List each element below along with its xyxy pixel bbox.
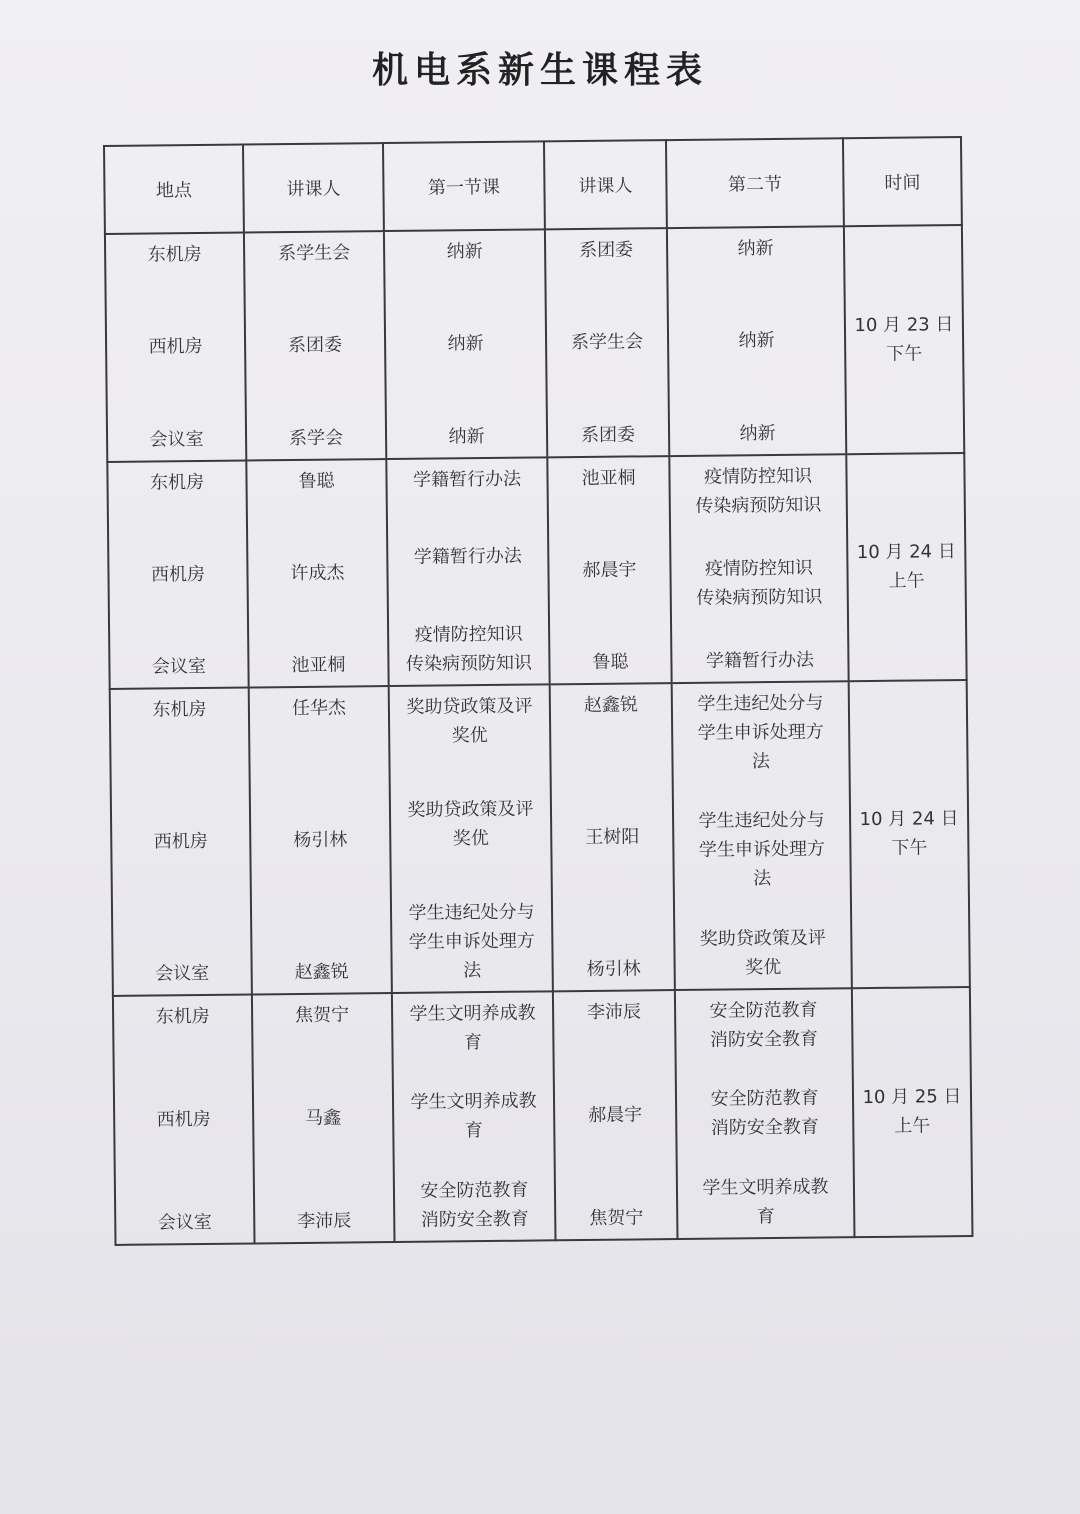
cell-stack [251, 238, 379, 453]
course2-entry: 奖助贷政策及评 奖优 [699, 927, 826, 979]
lecturer2-entry: 郝晨宇 [588, 1104, 643, 1126]
course1-entry: 疫情防控知识 传染病预防知识 [405, 623, 533, 675]
schedule-block-row [105, 225, 964, 462]
cell-stack [256, 693, 385, 987]
course1-entry: 纳新 [446, 241, 483, 263]
course2-entry: 学生文明养成教 育 [702, 1176, 829, 1228]
lecturer1-entry: 李沛辰 [297, 1210, 352, 1232]
lecturer1-entry: 系学生会 [278, 242, 351, 265]
course1-entry: 纳新 [448, 425, 485, 448]
course2-entry: 安全防范教育 消防安全教育 [710, 1087, 819, 1140]
cell-stack [393, 464, 542, 678]
time-cell [844, 225, 964, 454]
location-cell [110, 687, 252, 995]
lecturer2-entry: 王树阳 [585, 826, 640, 848]
cell-stack [560, 997, 670, 1233]
lecturer2-entry: 杨引林 [586, 958, 641, 980]
course1-entry: 学籍暂行办法 [412, 468, 522, 491]
schedule-block-row [107, 453, 966, 689]
course1-entry: 学生违纪处分与 学生申诉处理方 法 [408, 901, 535, 982]
time-text: 10 月 24 日 上午 [856, 541, 956, 593]
location-cell [105, 233, 246, 462]
header-first-class: 第一节课 [383, 141, 545, 231]
course2-entry: 学籍暂行办法 [705, 649, 815, 672]
course1-entry: 安全防范教育 消防安全教育 [420, 1179, 529, 1231]
course2-entry: 纳新 [739, 422, 776, 445]
lecturer2-entry: 李沛辰 [586, 1001, 642, 1023]
second-course-cell [669, 454, 848, 683]
schedule-table [103, 136, 973, 1246]
lecturer2-entry: 鲁聪 [592, 651, 629, 673]
lecturer-cell [545, 228, 669, 457]
time-text: 10 月 24 日 下午 [859, 808, 959, 860]
lecturer-cell [553, 990, 678, 1240]
lecturer1-entry: 焦贺宁 [295, 1004, 350, 1026]
lecturer1-entry: 鲁聪 [298, 470, 335, 492]
cell-stack [554, 463, 664, 677]
location-cell [107, 460, 248, 688]
time-cell [852, 987, 973, 1237]
location-cell [113, 994, 255, 1244]
course1-entry: 纳新 [447, 333, 484, 355]
lecturer2-entry: 郝晨宇 [582, 559, 637, 581]
course1-entry: 奖助贷政策及评 奖优 [406, 695, 533, 747]
course2-entry: 纳新 [737, 237, 774, 260]
first-course-cell [384, 229, 547, 459]
lecturer1-entry: 系学会 [288, 427, 344, 450]
course2-entry: 学生违纪处分与 学生申诉处理方 法 [698, 809, 826, 890]
location-entry: 东机房 [152, 698, 207, 721]
lecturer1-entry: 赵鑫锐 [294, 961, 349, 983]
lecturer1-entry: 杨引林 [293, 829, 348, 851]
course1-entry: 学籍暂行办法 [413, 546, 522, 569]
location-entry: 会议室 [155, 962, 210, 985]
second-course-cell [675, 988, 855, 1239]
cell-stack [674, 233, 839, 449]
location-entry: 西机房 [153, 830, 208, 853]
course2-entry: 疫情防控知识 传染病预防知识 [695, 465, 822, 517]
lecturer1-entry: 马鑫 [305, 1107, 342, 1129]
header-location: 地点 [104, 145, 244, 234]
cell-stack [399, 998, 548, 1234]
second-course-cell [667, 226, 846, 456]
location-entry: 会议室 [149, 428, 204, 451]
lecturer-cell [244, 231, 386, 460]
lecturer2-entry: 焦贺宁 [589, 1207, 644, 1229]
first-course-cell [386, 457, 549, 686]
course1-entry: 学生文明养成教 育 [410, 1090, 537, 1142]
lecturer1-entry: 系团委 [288, 334, 343, 357]
header-row [104, 137, 962, 234]
cell-stack [396, 691, 546, 985]
location-entry: 西机房 [156, 1108, 211, 1131]
time-text: 10 月 25 日 上午 [862, 1086, 962, 1138]
lecturer1-entry: 许成杰 [290, 562, 345, 584]
course2-entry: 疫情防控知识 传染病预防知识 [696, 557, 823, 609]
cell-stack [114, 468, 241, 682]
header-time: 时间 [843, 137, 962, 226]
cell-stack [117, 694, 245, 988]
cell-stack [259, 1000, 387, 1236]
lecturer2-entry: 系团委 [579, 239, 634, 262]
cell-stack [120, 1001, 247, 1237]
location-entry: 西机房 [148, 336, 203, 359]
lecturer-cell [246, 459, 388, 687]
lecturer1-entry: 任华杰 [291, 697, 347, 719]
lecturer-cell [249, 686, 392, 994]
first-course-cell [389, 684, 553, 993]
lecturer-cell [547, 456, 671, 684]
schedule-sheet [103, 136, 971, 1246]
course1-entry: 奖助贷政策及评 奖优 [407, 798, 534, 850]
location-entry: 西机房 [150, 563, 206, 586]
schedule-block-row [113, 987, 973, 1245]
time-cell [846, 453, 966, 681]
cell-stack [679, 688, 845, 983]
location-entry: 东机房 [149, 471, 205, 494]
lecturer2-entry: 赵鑫锐 [583, 694, 639, 716]
time-cell [849, 680, 970, 988]
location-entry: 会议室 [157, 1211, 212, 1234]
first-course-cell [392, 991, 556, 1242]
cell-stack [391, 236, 540, 451]
lecturer1-entry: 池亚桐 [291, 654, 346, 676]
cell-stack [682, 995, 847, 1232]
lecturer-cell [252, 993, 395, 1243]
cell-stack [253, 466, 381, 680]
lecturer2-entry: 系团委 [580, 424, 636, 446]
lecturer2-entry: 池亚桐 [581, 467, 636, 489]
course1-entry: 学生文明养成教 育 [409, 1002, 536, 1054]
cell-stack [552, 235, 662, 450]
page-title: 机电系新生课程表 [371, 49, 708, 91]
course2-entry: 学生违纪处分与 学生申诉处理方 法 [697, 692, 824, 773]
header-second-class: 第二节 [666, 138, 844, 228]
cell-stack [676, 461, 841, 676]
cell-stack [557, 690, 668, 984]
course2-entry: 安全防范教育 消防安全教育 [709, 999, 819, 1051]
schedule-block-row [110, 680, 970, 996]
cell-stack [112, 240, 239, 455]
lecturer-cell [550, 683, 675, 991]
lecturer2-entry: 系学生会 [570, 331, 644, 354]
location-entry: 东机房 [147, 243, 202, 266]
header-lecturer-2: 讲课人 [544, 140, 667, 229]
course2-entry: 纳新 [738, 330, 775, 352]
location-entry: 会议室 [151, 655, 207, 678]
time-text: 10 月 23 日 下午 [854, 314, 954, 365]
location-entry: 东机房 [155, 1005, 210, 1028]
second-course-cell [672, 681, 852, 990]
header-lecturer-1: 讲课人 [243, 143, 384, 232]
